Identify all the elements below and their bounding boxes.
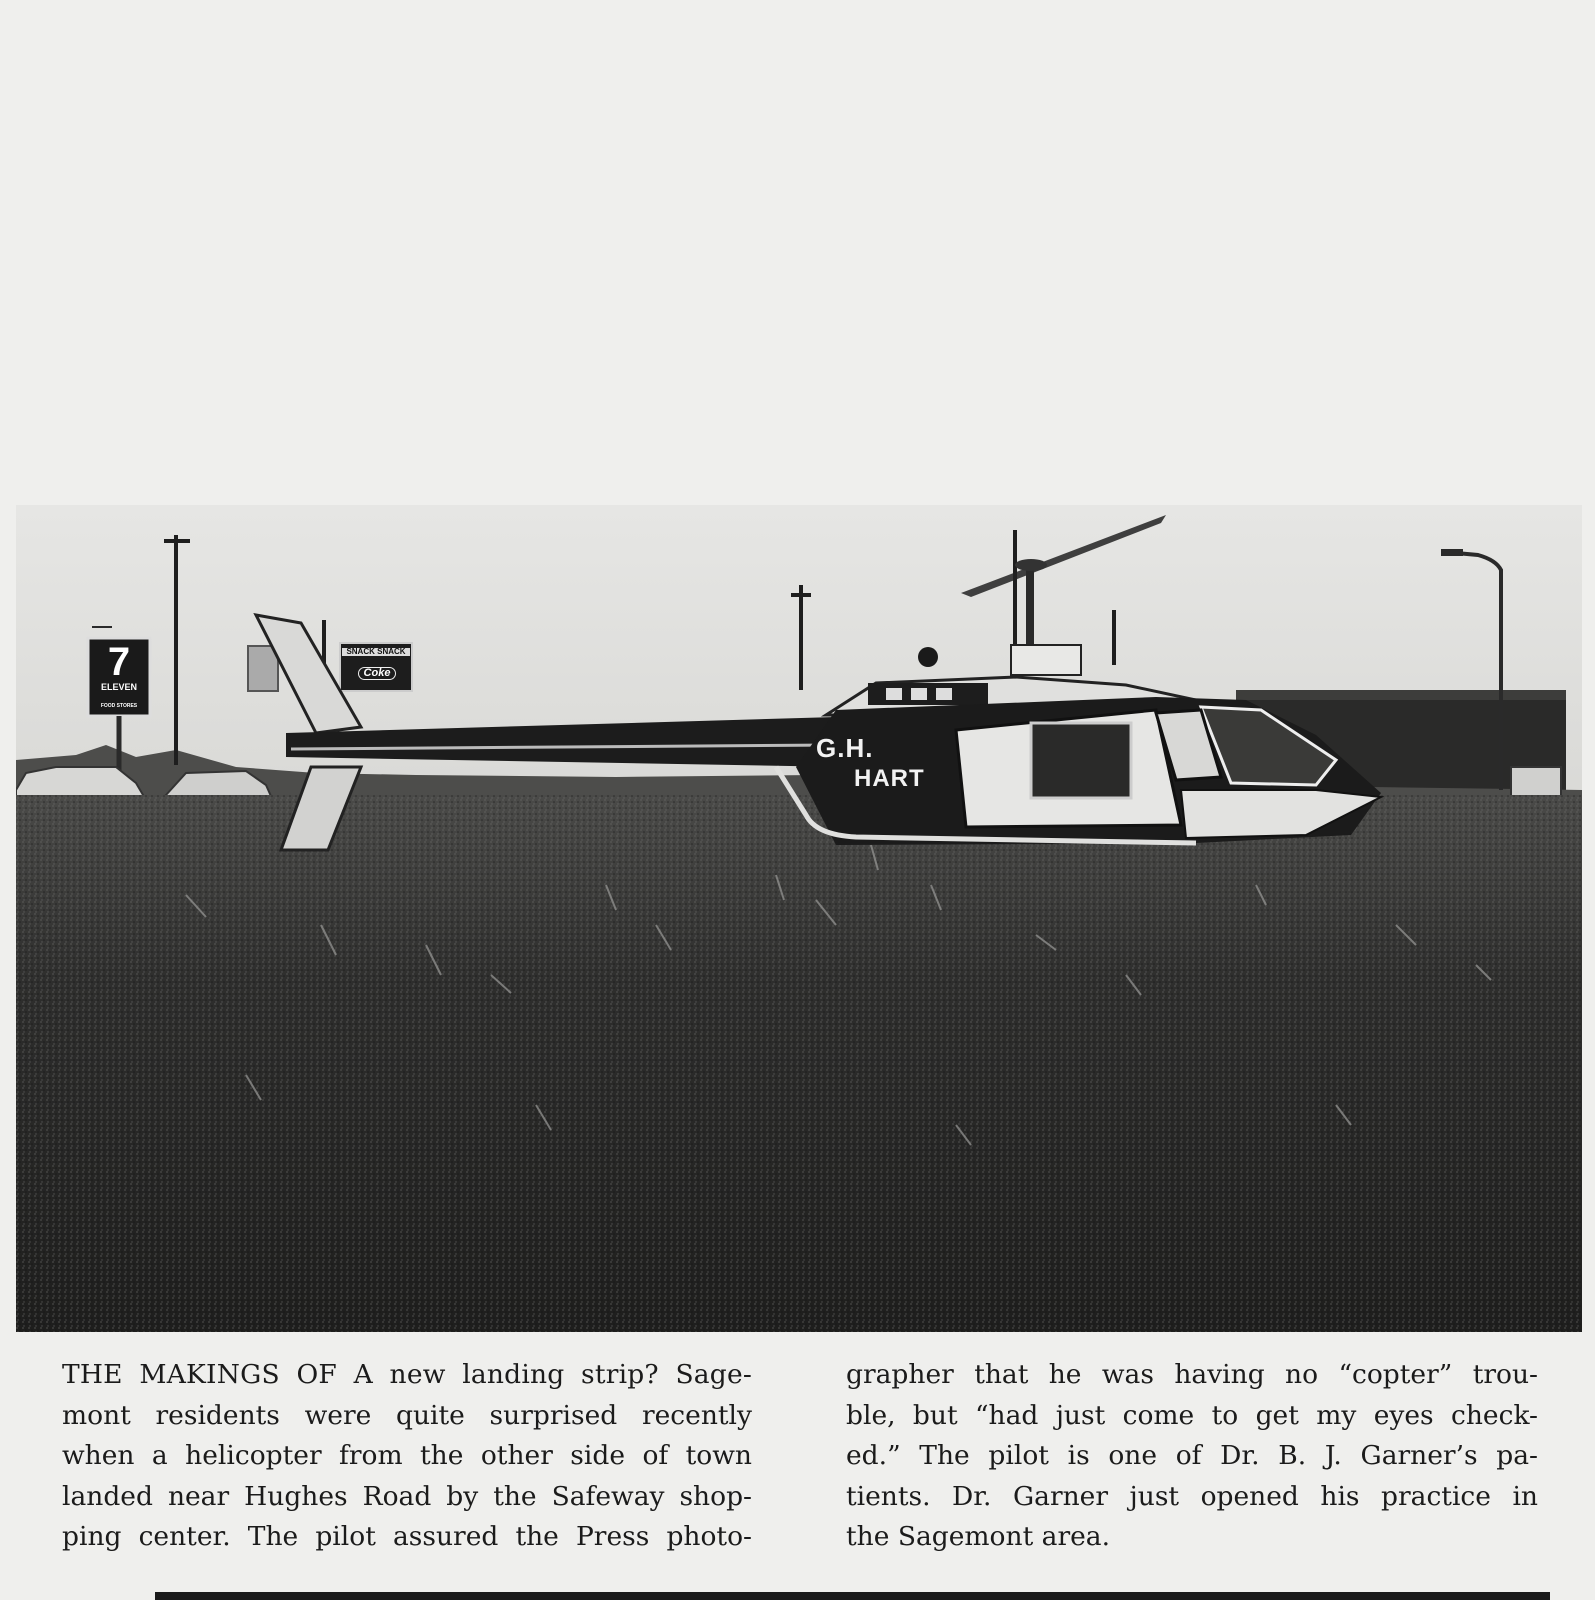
caption-line: mont residents were quite surprised recently bbox=[62, 1399, 752, 1431]
caption-column-left bbox=[62, 1355, 752, 1558]
helicopter-logo-line2: HART bbox=[854, 765, 925, 792]
snack-sign-top: SNACK SNACK bbox=[342, 648, 410, 656]
helicopter-logo-line1: G.H. bbox=[816, 733, 874, 763]
store-sign-name: ELEVEN bbox=[100, 682, 137, 692]
snack-sign-logo: Coke bbox=[358, 667, 396, 680]
store-sign-number: 7 bbox=[107, 640, 131, 684]
caption-line: landed near Hughes Road by the Safeway shop- bbox=[62, 1480, 752, 1512]
caption-line: THE MAKINGS OF A new landing strip? Sage- bbox=[62, 1359, 752, 1390]
caption-column-right bbox=[846, 1355, 1538, 1558]
caption-line: tients. Dr. Garner just opened his practice in bbox=[846, 1480, 1538, 1512]
caption-line: grapher that he was having no “copter” trou- bbox=[846, 1359, 1538, 1390]
caption-line: ed.” The pilot is one of Dr. B. J. Garner’s pa- bbox=[846, 1440, 1538, 1471]
caption-line: ble, but “had just come to get my eyes check- bbox=[846, 1399, 1538, 1431]
helicopter-photo bbox=[16, 505, 1582, 1332]
store-sign-sub: FOOD STORES bbox=[100, 703, 138, 709]
caption-line: when a helicopter from the other side of town bbox=[62, 1440, 752, 1471]
caption-line: the Sagemont area. bbox=[846, 1521, 1111, 1552]
photo-scene bbox=[16, 505, 1582, 1332]
bottom-rule bbox=[155, 1592, 1550, 1600]
caption-line: ping center. The pilot assured the Press photo- bbox=[62, 1521, 752, 1552]
